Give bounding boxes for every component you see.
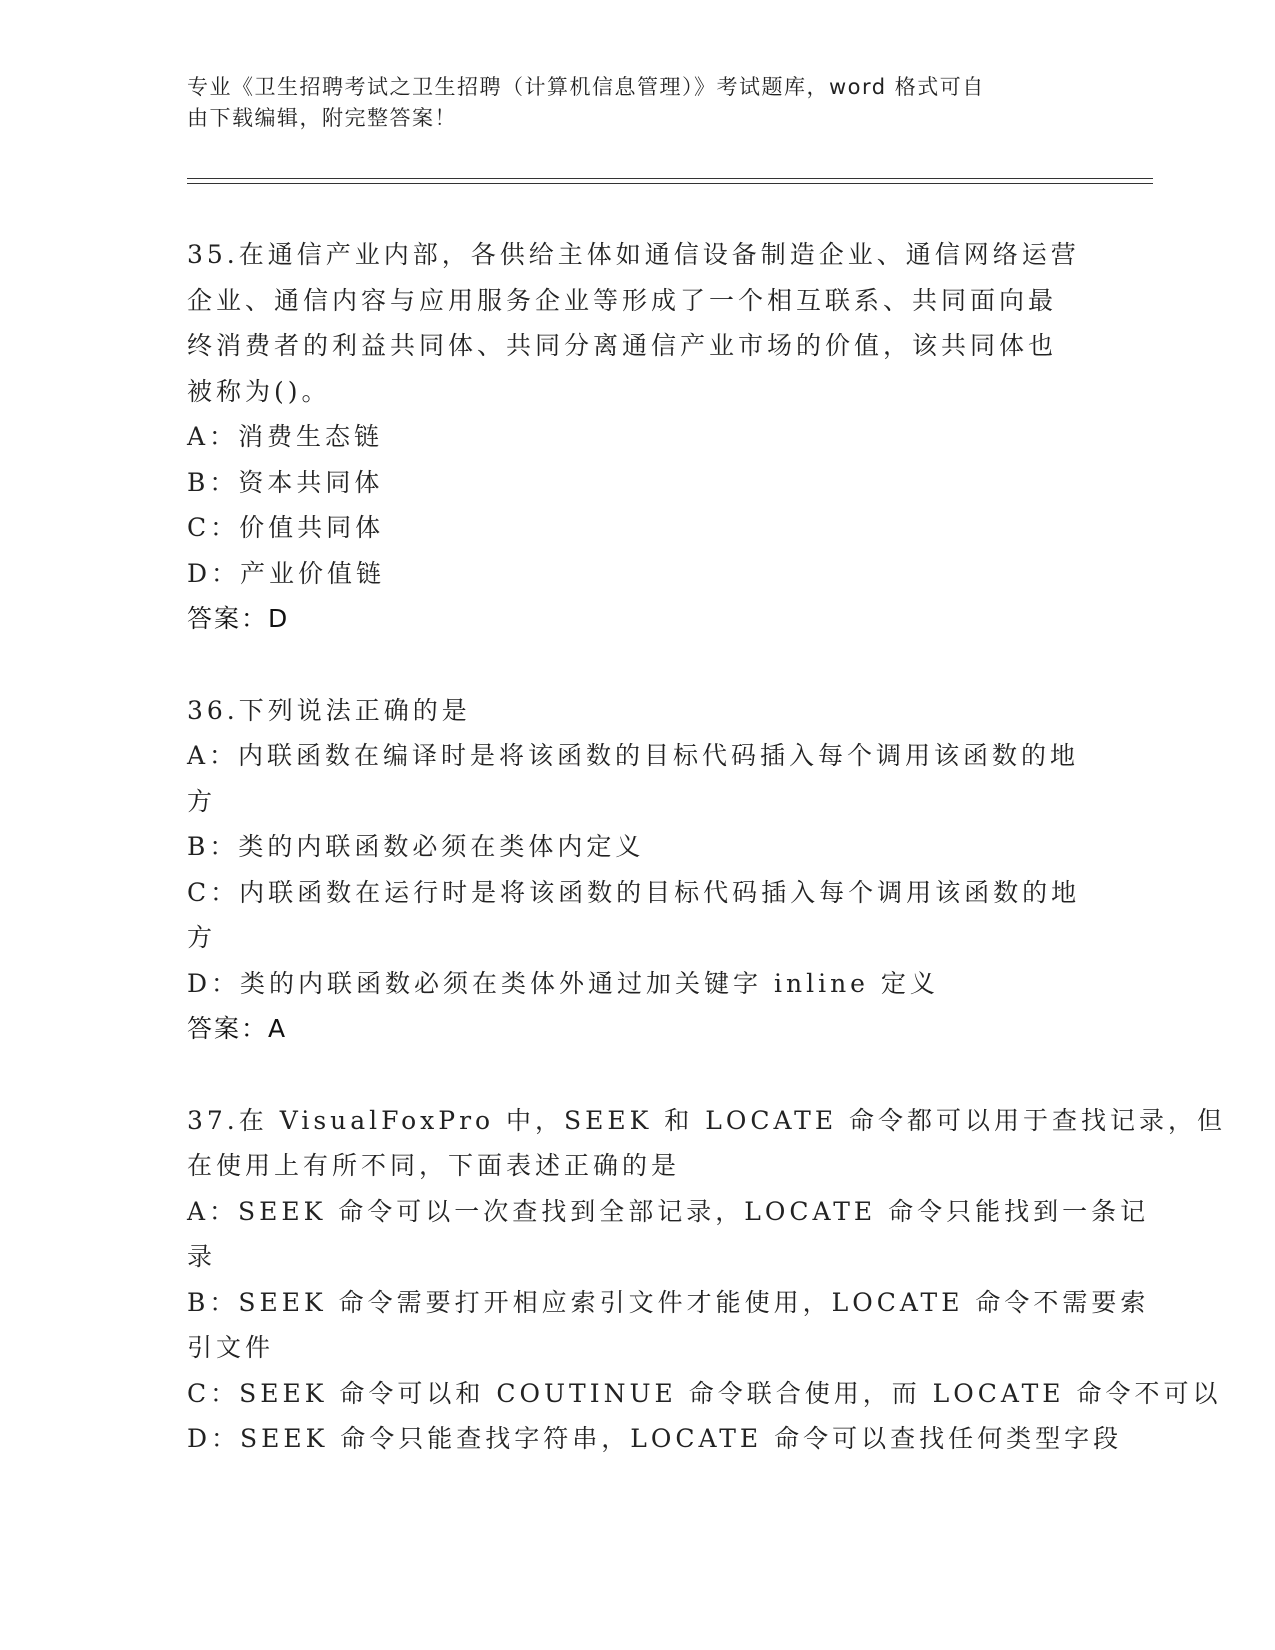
option-line: 录 <box>187 1242 217 1271</box>
option-line: C：SEEK 命令可以和 COUTINUE 命令联合使用，而 LOCATE 命令不可以 <box>187 1378 1222 1408</box>
question-block <box>187 232 1087 642</box>
option-line: B：SEEK 命令需要打开相应索引文件才能使用，LOCATE 命令不需要索 <box>187 1287 1150 1317</box>
question-block <box>187 688 1087 1052</box>
option-line: 方 <box>187 786 217 816</box>
question-stem-line: 被称为()。 <box>187 376 331 406</box>
header-divider-bottom <box>187 183 1153 184</box>
question-stem-line: 37.在 VisualFoxPro 中，SEEK 和 LOCATE 命令都可以用于查找记录，但 <box>187 1105 1227 1135</box>
document-header <box>187 72 1087 134</box>
option-line: C：价值共同体 <box>187 513 385 542</box>
option-line: 方 <box>187 923 217 952</box>
answer-line: 答案：D <box>187 604 290 633</box>
header-line-2: 由下载编辑，附完整答案！ <box>187 106 457 130</box>
header-line-1: 专业《卫生招聘考试之卫生招聘（计算机信息管理）》考试题库，word 格式可自 <box>187 75 985 99</box>
option-line: D：产业价值链 <box>187 558 386 588</box>
question-stem-line: 在使用上有所不同，下面表述正确的是 <box>187 1151 681 1180</box>
question-stem-line: 36.下列说法正确的是 <box>187 695 471 725</box>
option-line: A：内联函数在编译时是将该函数的目标代码插入每个调用该函数的地 <box>187 741 1080 770</box>
header-divider-top <box>187 178 1153 179</box>
question-stem-line: 企业、通信内容与应用服务企业等形成了一个相互联系、共同面向最 <box>187 285 1058 315</box>
question-stem-line: 终消费者的利益共同体、共同分离通信产业市场的价值，该共同体也 <box>187 331 1058 360</box>
question-gap <box>187 1052 1087 1098</box>
question-block <box>187 1098 1227 1462</box>
option-line: 引文件 <box>187 1333 275 1362</box>
option-line: C：内联函数在运行时是将该函数的目标代码插入每个调用该函数的地 <box>187 877 1081 907</box>
answer-line: 答案：A <box>187 1014 288 1043</box>
question-gap <box>187 642 1087 688</box>
question-list <box>187 232 1227 1462</box>
question-stem-line: 35.在通信产业内部，各供给主体如通信设备制造企业、通信网络运营 <box>187 240 1080 269</box>
option-line: D：类的内联函数必须在类体外通过加关键字 inline 定义 <box>187 968 939 998</box>
option-line: D：SEEK 命令只能查找字符串，LOCATE 命令可以查找任何类型字段 <box>187 1424 1123 1453</box>
option-line: B：资本共同体 <box>187 467 384 497</box>
option-line: A：SEEK 命令可以一次查找到全部记录，LOCATE 命令只能找到一条记 <box>187 1196 1150 1226</box>
option-line: B：类的内联函数必须在类体内定义 <box>187 832 645 861</box>
option-line: A：消费生态链 <box>187 422 384 451</box>
